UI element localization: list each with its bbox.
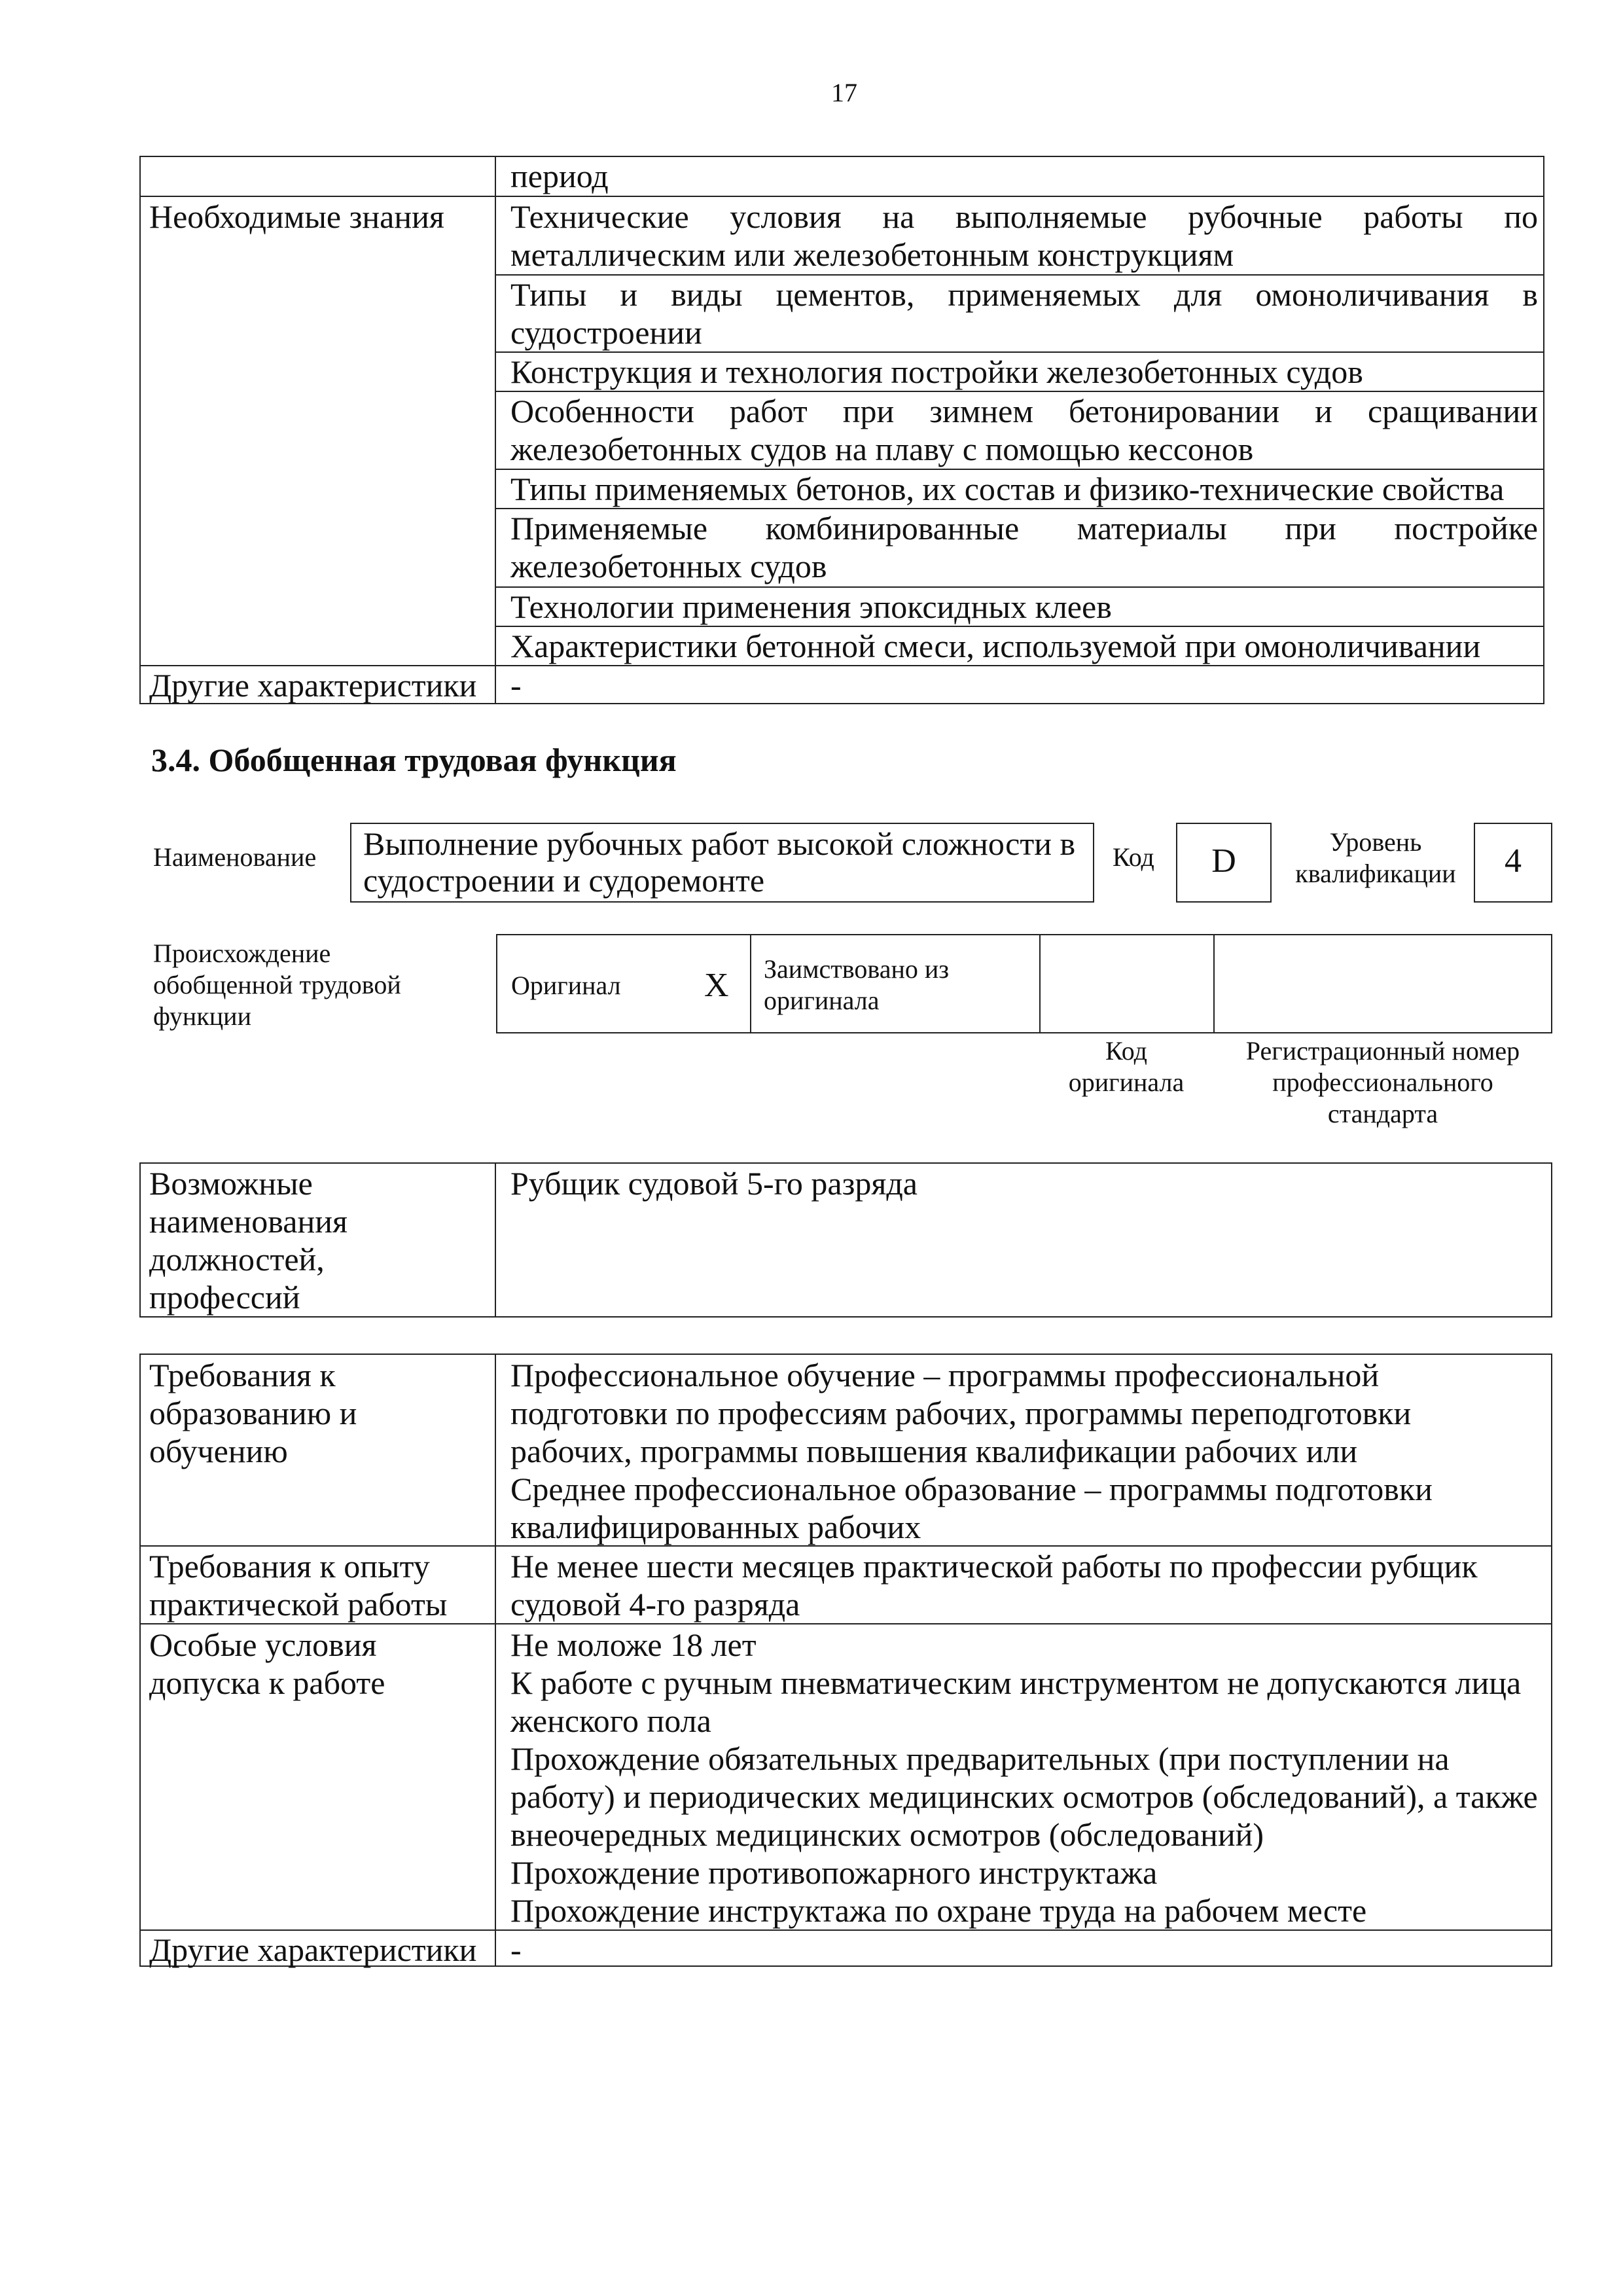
conditions-line: Не моложе 18 лет — [510, 1626, 757, 1663]
conditions-label-line: Особые условия — [149, 1626, 377, 1663]
conditions-line: женского пола — [510, 1702, 711, 1739]
conditions-label-line: допуска к работе — [149, 1664, 385, 1701]
origin-label-line: обобщенной трудовой — [153, 970, 401, 999]
education-label-line: Требования к — [149, 1357, 336, 1393]
code-label: Код — [1113, 842, 1154, 872]
knowledge-item: металлическим или железобетонным конструкциям — [510, 236, 1234, 273]
top-row-text: период — [510, 158, 609, 194]
code-value: D — [1211, 842, 1236, 880]
knowledge-item: Типы применяемых бетонов, их состав и физико-технические свойства — [510, 471, 1505, 507]
education-line: Среднее профессиональное образование – программы подготовки — [510, 1471, 1433, 1507]
caption-reg-line: Регистрационный номер — [1245, 1036, 1520, 1066]
positions-label-line: должностей, — [149, 1241, 325, 1278]
conditions-line: Прохождение обязательных предварительных (при поступлении на — [510, 1740, 1450, 1777]
page-number: 17 — [831, 78, 857, 107]
caption-reg-line: стандарта — [1327, 1099, 1438, 1128]
section-heading: 3.4. Обобщенная трудовая функция — [151, 742, 677, 778]
other-characteristics-value: - — [510, 667, 522, 704]
positions-label-line: Возможные — [149, 1165, 313, 1202]
name-value-line: Выполнение рубочных работ высокой сложности в — [363, 825, 1076, 862]
education-line: рабочих, программы повышения квалификации рабочих или — [510, 1433, 1358, 1469]
education-label-line: обучению — [149, 1433, 288, 1469]
borrowed-label-line: оригинала — [764, 986, 880, 1015]
knowledge-item: Технические условия на выполняемые рубочные работы по — [510, 198, 1538, 235]
caption-code-line: Код — [1105, 1036, 1147, 1066]
caption-code-line: оригинала — [1068, 1067, 1185, 1097]
education-line: квалифицированных рабочих — [510, 1509, 921, 1545]
conditions-line: работу) и периодических медицинских осмотров (обследований), а также — [510, 1778, 1538, 1815]
other-characteristics-label: Другие характеристики — [149, 667, 477, 704]
borrowed-label-line: Заимствовано из — [764, 954, 950, 984]
level-label-line: Уровень — [1329, 827, 1422, 857]
knowledge-item: Применяемые комбинированные материалы при постройке — [510, 510, 1538, 547]
other-characteristics-value: - — [510, 1931, 522, 1968]
education-line: подготовки по профессиям рабочих, программы переподготовки — [510, 1395, 1412, 1431]
knowledge-item: Характеристики бетонной смеси, используемой при омоноличивании — [510, 628, 1481, 664]
positions-value: Рубщик судовой 5-го разряда — [510, 1165, 918, 1202]
name-label: Наименование — [153, 842, 317, 872]
other-characteristics-label: Другие характеристики — [149, 1931, 477, 1968]
positions-label-line: наименования — [149, 1203, 348, 1240]
original-mark: X — [704, 967, 729, 1004]
level-label-line: квалификации — [1295, 859, 1456, 888]
knowledge-item: Технологии применения эпоксидных клеев — [510, 588, 1112, 625]
positions-label-line: профессий — [149, 1279, 300, 1316]
experience-line: судовой 4-го разряда — [510, 1586, 800, 1623]
caption-reg-line: профессионального — [1272, 1067, 1493, 1097]
level-value: 4 — [1505, 842, 1522, 880]
knowledge-item: Особенности работ при зимнем бетонировании и сращивании — [510, 393, 1538, 429]
experience-line: Не менее шести месяцев практической работы по профессии рубщик — [510, 1548, 1478, 1585]
conditions-line: Прохождение противопожарного инструктажа — [510, 1854, 1158, 1891]
education-label-line: образованию и — [149, 1395, 357, 1431]
experience-label-line: практической работы — [149, 1586, 448, 1623]
knowledge-label: Необходимые знания — [149, 198, 444, 235]
knowledge-item: железобетонных судов — [510, 548, 827, 584]
original-label: Оригинал — [511, 971, 621, 1000]
conditions-line: Прохождение инструктажа по охране труда на рабочем месте — [510, 1892, 1367, 1929]
experience-label-line: Требования к опыту — [149, 1548, 430, 1585]
knowledge-item: железобетонных судов на плаву с помощью кессонов — [510, 431, 1254, 467]
education-line: Профессиональное обучение – программы профессиональной — [510, 1357, 1380, 1393]
conditions-line: К работе с ручным пневматическим инструментом не допускаются лица — [510, 1664, 1522, 1701]
knowledge-item: Типы и виды цементов, применяемых для омоноличивания в — [510, 276, 1538, 313]
knowledge-item: судостроении — [510, 314, 702, 351]
origin-label-line: функции — [153, 1001, 251, 1031]
conditions-line: внеочередных медицинских осмотров (обследований) — [510, 1816, 1264, 1853]
knowledge-item: Конструкция и технология постройки железобетонных судов — [510, 353, 1363, 390]
origin-label-line: Происхождение — [153, 939, 331, 968]
name-value-line: судостроении и судоремонте — [363, 862, 765, 899]
